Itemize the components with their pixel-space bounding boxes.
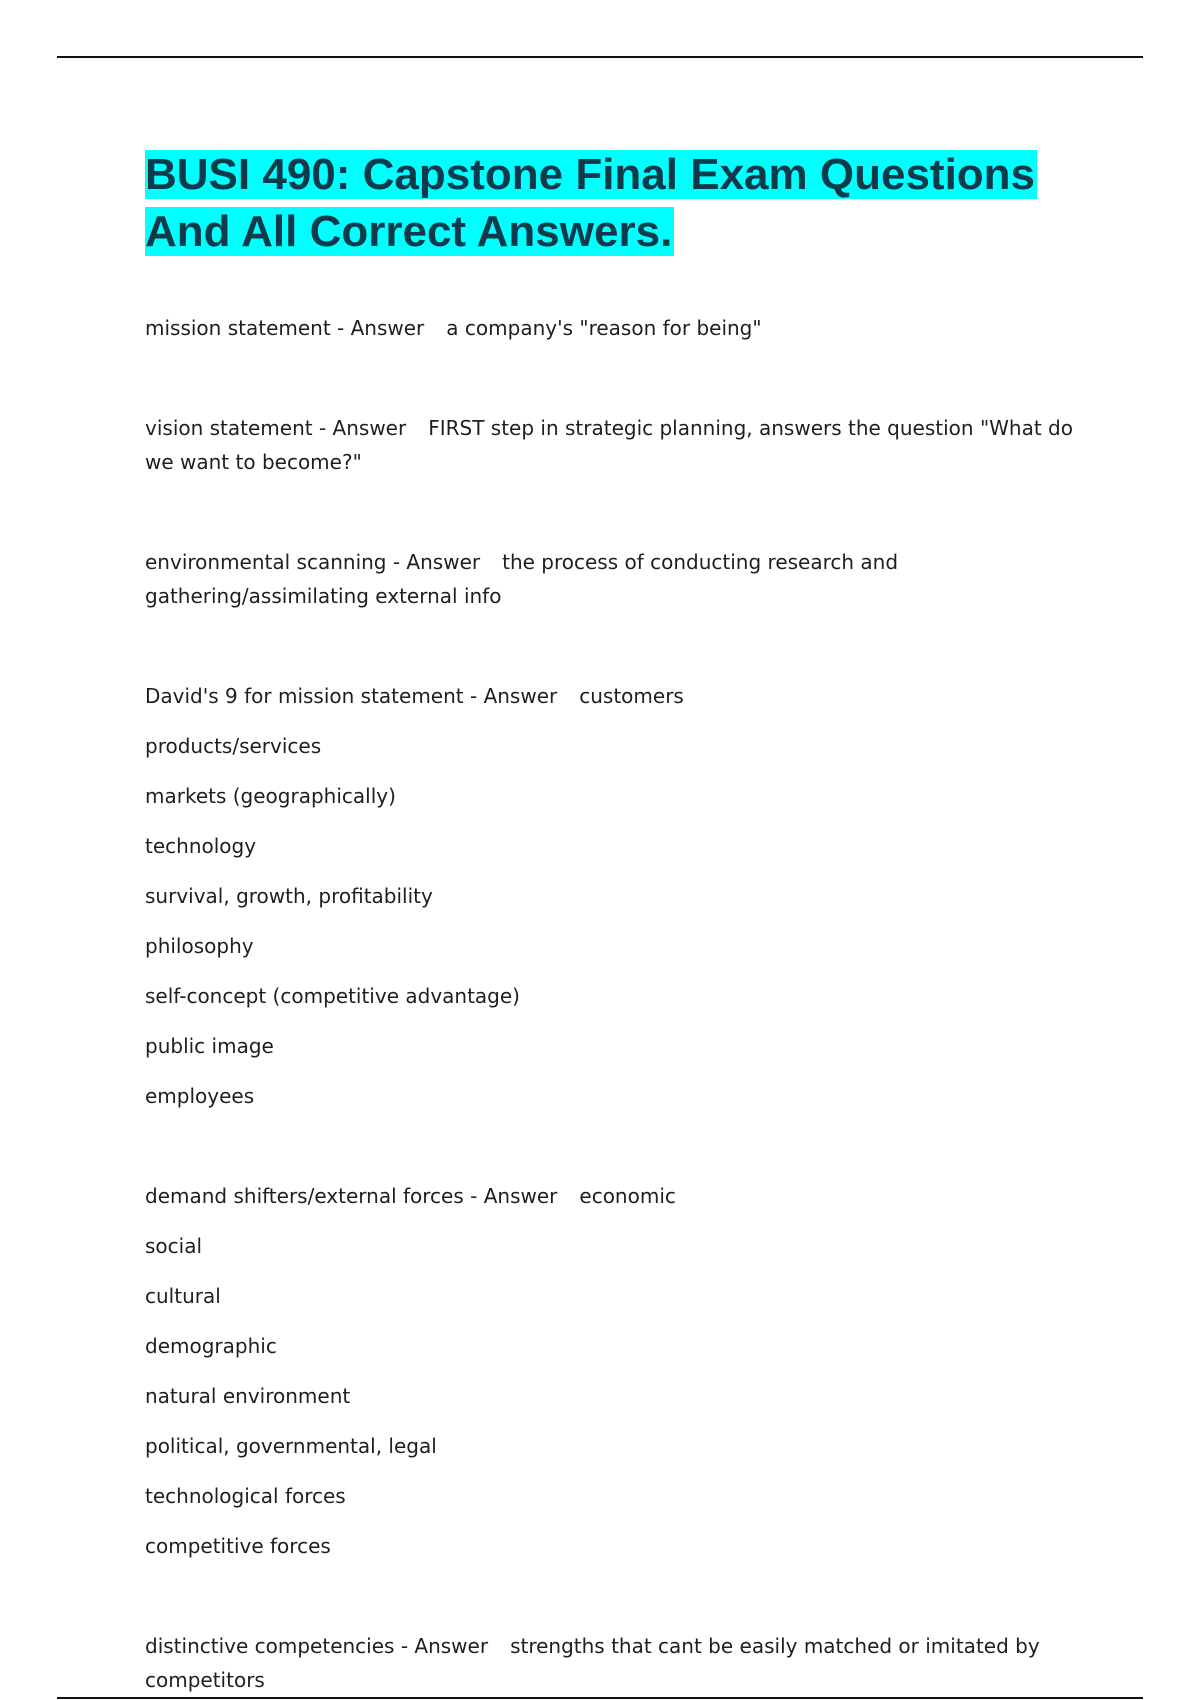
answer: the process of conducting research and gathering/assimilating external info [145, 550, 899, 608]
answer: a company's "reason for being" [446, 316, 762, 340]
list-item: survival, growth, profitability [145, 884, 433, 908]
list-item: employees [145, 1084, 255, 1108]
list-item: philosophy [145, 934, 254, 958]
header-rule [57, 56, 1143, 58]
answer: FIRST step in strategic planning, answers the question "What do we want to become?" [145, 416, 1073, 474]
document-title [145, 146, 1095, 260]
qa-line [145, 1179, 1095, 1213]
list-item: competitive forces [145, 1534, 331, 1558]
answer-separator: - Answer [470, 1184, 558, 1208]
term: demand shifters/external forces [145, 1184, 464, 1208]
qa-line [145, 545, 905, 613]
term: David's 9 for mission statement [145, 684, 464, 708]
list-item: public image [145, 1034, 274, 1058]
list-item: natural environment [145, 1384, 351, 1408]
answer-separator: - Answer [470, 684, 558, 708]
list-item: technological forces [145, 1484, 346, 1508]
title-highlight: BUSI 490: Capstone Final Exam Questions And All Correct Answers. [145, 150, 1036, 256]
term: mission statement [145, 316, 331, 340]
qa-entry [145, 679, 1095, 1113]
document-body [145, 146, 1095, 1697]
answer-separator: - Answer [392, 550, 481, 574]
term: distinctive competencies [145, 1634, 395, 1658]
list-item: self-concept (competitive advantage) [145, 984, 520, 1008]
qa-entry [145, 411, 1095, 479]
list-item: political, governmental, legal [145, 1434, 437, 1458]
list-item: cultural [145, 1284, 221, 1308]
answer-separator: - Answer [337, 316, 425, 340]
qa-line [145, 411, 1095, 479]
list-item: markets (geographically) [145, 784, 396, 808]
qa-entry [145, 311, 1095, 345]
qa-line [145, 1629, 1045, 1697]
qa-entry [145, 1629, 1095, 1697]
term: vision statement [145, 416, 313, 440]
list-item: social [145, 1234, 203, 1258]
answer-separator: - Answer [400, 1634, 489, 1658]
qa-line [145, 311, 1095, 345]
list-item: products/services [145, 734, 322, 758]
answer: strengths that cant be easily matched or imitated by competitors [145, 1634, 1040, 1692]
qa-line [145, 679, 1095, 713]
answer: economic [579, 1184, 676, 1208]
qa-entry [145, 545, 1095, 613]
term: environmental scanning [145, 550, 387, 574]
list-item: demographic [145, 1334, 277, 1358]
footer-rule [57, 1697, 1143, 1699]
qa-list [145, 311, 1095, 1697]
qa-entry [145, 1179, 1095, 1563]
answer-separator: - Answer [318, 416, 407, 440]
list-item: technology [145, 834, 257, 858]
answer: customers [579, 684, 684, 708]
